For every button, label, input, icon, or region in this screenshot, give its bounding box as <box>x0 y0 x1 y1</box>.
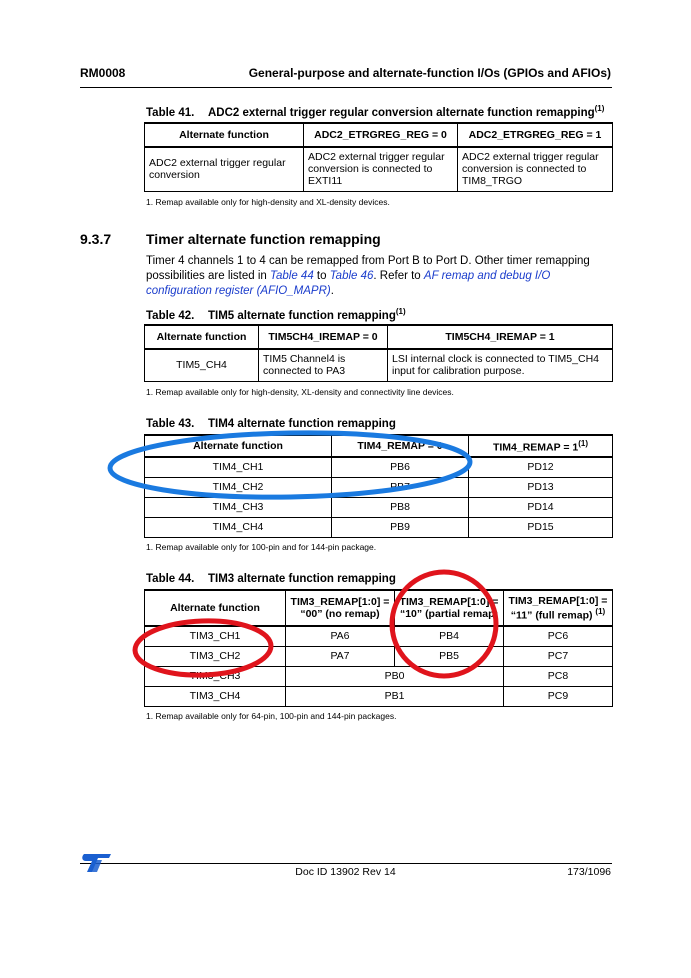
table43-note: 1. Remap available only for 100-pin and for 144-pin package. <box>146 542 377 552</box>
table43-cell: PD12 <box>469 457 613 477</box>
table43-caption <box>146 418 396 430</box>
table43-sup: (1) <box>578 438 589 448</box>
table43-cell: PD14 <box>469 497 613 517</box>
table44-cell: PB5 <box>395 646 504 666</box>
header-rule <box>80 87 612 88</box>
table43-cell: TIM4_CH2 <box>145 477 332 497</box>
table41-note: 1. Remap available only for high-density and XL-density devices. <box>146 197 390 207</box>
table42-note: 1. Remap available only for high-density, XL-density and connectivity line devices. <box>146 387 454 397</box>
table43-cell: PB7 <box>332 477 469 497</box>
table43-cell: PB9 <box>332 517 469 537</box>
section-paragraph <box>146 254 612 299</box>
table41-header: ADC2_ETRGREG_REG = 1 <box>458 123 613 147</box>
table44-cell: TIM3_CH4 <box>145 686 286 706</box>
table44-header <box>504 590 613 626</box>
para-text: Timer 4 channels 1 to 4 can be remapped from Port B to Port D. Other timer remapping possibilities are listed in <box>146 255 590 282</box>
table44-header: Alternate function <box>145 590 286 626</box>
table42 <box>144 324 613 382</box>
para-text: . Refer to <box>373 270 424 282</box>
table42-cell: LSI internal clock is connected to TIM5_CH4 input for calibration purpose. <box>388 349 613 381</box>
doc-id: Doc ID 13902 Rev 14 <box>295 866 396 878</box>
table41-header: Alternate function <box>145 123 304 147</box>
table43-header: TIM4_REMAP = 0 <box>332 435 469 457</box>
table43-title: TIM4 alternate function remapping <box>208 418 396 430</box>
table41-number: Table 41. <box>146 106 195 119</box>
table43-cell: TIM4_CH4 <box>145 517 332 537</box>
table42-title: TIM5 alternate function remapping <box>208 309 396 322</box>
table43-header: Alternate function <box>145 435 332 457</box>
table44-title: TIM3 alternate function remapping <box>208 573 396 585</box>
table44-number: Table 44. <box>146 573 195 585</box>
table44-cell-merged: PB0 <box>286 666 504 686</box>
table44 <box>144 589 613 707</box>
table41-sup: (1) <box>594 104 605 113</box>
table42-caption <box>146 307 406 322</box>
table41-caption <box>146 104 604 119</box>
table41 <box>144 122 613 192</box>
table41-cell: ADC2 external trigger regular conversion is connected to TIM8_TRGO <box>458 147 613 191</box>
section-title: Timer alternate function remapping <box>146 231 381 247</box>
table44-header: TIM3_REMAP[1:0] = “00” (no remap) <box>286 590 395 626</box>
table44-cell: PC9 <box>504 686 613 706</box>
table41-header: ADC2_ETRGREG_REG = 0 <box>304 123 458 147</box>
table44-header-text: TIM3_REMAP[1:0] = “11” (full remap) <box>508 594 608 622</box>
table44-header: TIM3_REMAP[1:0] = “10” (partial remap) <box>395 590 504 626</box>
table44-cell: PC7 <box>504 646 613 666</box>
table42-header: TIM5CH4_IREMAP = 1 <box>388 325 613 349</box>
table42-number: Table 42. <box>146 309 195 322</box>
link-table46[interactable]: Table 46 <box>329 270 374 282</box>
table44-cell: TIM3_CH3 <box>145 666 286 686</box>
table44-cell: TIM3_CH1 <box>145 626 286 646</box>
table43 <box>144 434 613 538</box>
para-text: to <box>313 270 330 282</box>
table44-note: 1. Remap available only for 64-pin, 100-pin and 144-pin packages. <box>146 711 397 721</box>
table44-cell: PC8 <box>504 666 613 686</box>
table43-number: Table 43. <box>146 418 195 430</box>
table41-title: ADC2 external trigger regular conversion alternate function remapping <box>208 106 595 119</box>
footer-rule <box>80 863 612 864</box>
table44-sup: (1) <box>595 606 606 616</box>
table43-cell: PB6 <box>332 457 469 477</box>
link-afio-mapr[interactable]: AF remap and debug I/O configuration register (AFIO_MAPR) <box>146 270 551 297</box>
doc-code: RM0008 <box>80 66 126 80</box>
chapter-title: General-purpose and alternate-function I/Os (GPIOs and AFIOs) <box>248 66 611 80</box>
table42-cell: TIM5_CH4 <box>145 349 259 381</box>
table43-cell: TIM4_CH1 <box>145 457 332 477</box>
table44-cell-merged: PB1 <box>286 686 504 706</box>
link-table44[interactable]: Table 44 <box>270 270 314 282</box>
table43-header <box>469 435 613 457</box>
table43-cell: TIM4_CH3 <box>145 497 332 517</box>
table41-cell: ADC2 external trigger regular conversion <box>145 147 304 191</box>
table42-sup: (1) <box>395 307 406 316</box>
table41-cell: ADC2 external trigger regular conversion is connected to EXTI11 <box>304 147 458 191</box>
table44-cell: PC6 <box>504 626 613 646</box>
table43-header-text: TIM4_REMAP = 1 <box>492 441 579 454</box>
table44-cell: PA7 <box>286 646 395 666</box>
page-number: 173/1096 <box>567 866 611 878</box>
table42-header: TIM5CH4_IREMAP = 0 <box>259 325 388 349</box>
table42-cell: TIM5 Channel4 is connected to PA3 <box>259 349 388 381</box>
table42-header: Alternate function <box>145 325 259 349</box>
para-text: . <box>330 285 334 297</box>
table44-caption <box>146 573 396 585</box>
table44-cell: PB4 <box>395 626 504 646</box>
table44-cell: PA6 <box>286 626 395 646</box>
table43-cell: PD15 <box>469 517 613 537</box>
table43-cell: PD13 <box>469 477 613 497</box>
section-number: 9.3.7 <box>80 231 112 247</box>
table43-cell: PB8 <box>332 497 469 517</box>
table44-cell: TIM3_CH2 <box>145 646 286 666</box>
